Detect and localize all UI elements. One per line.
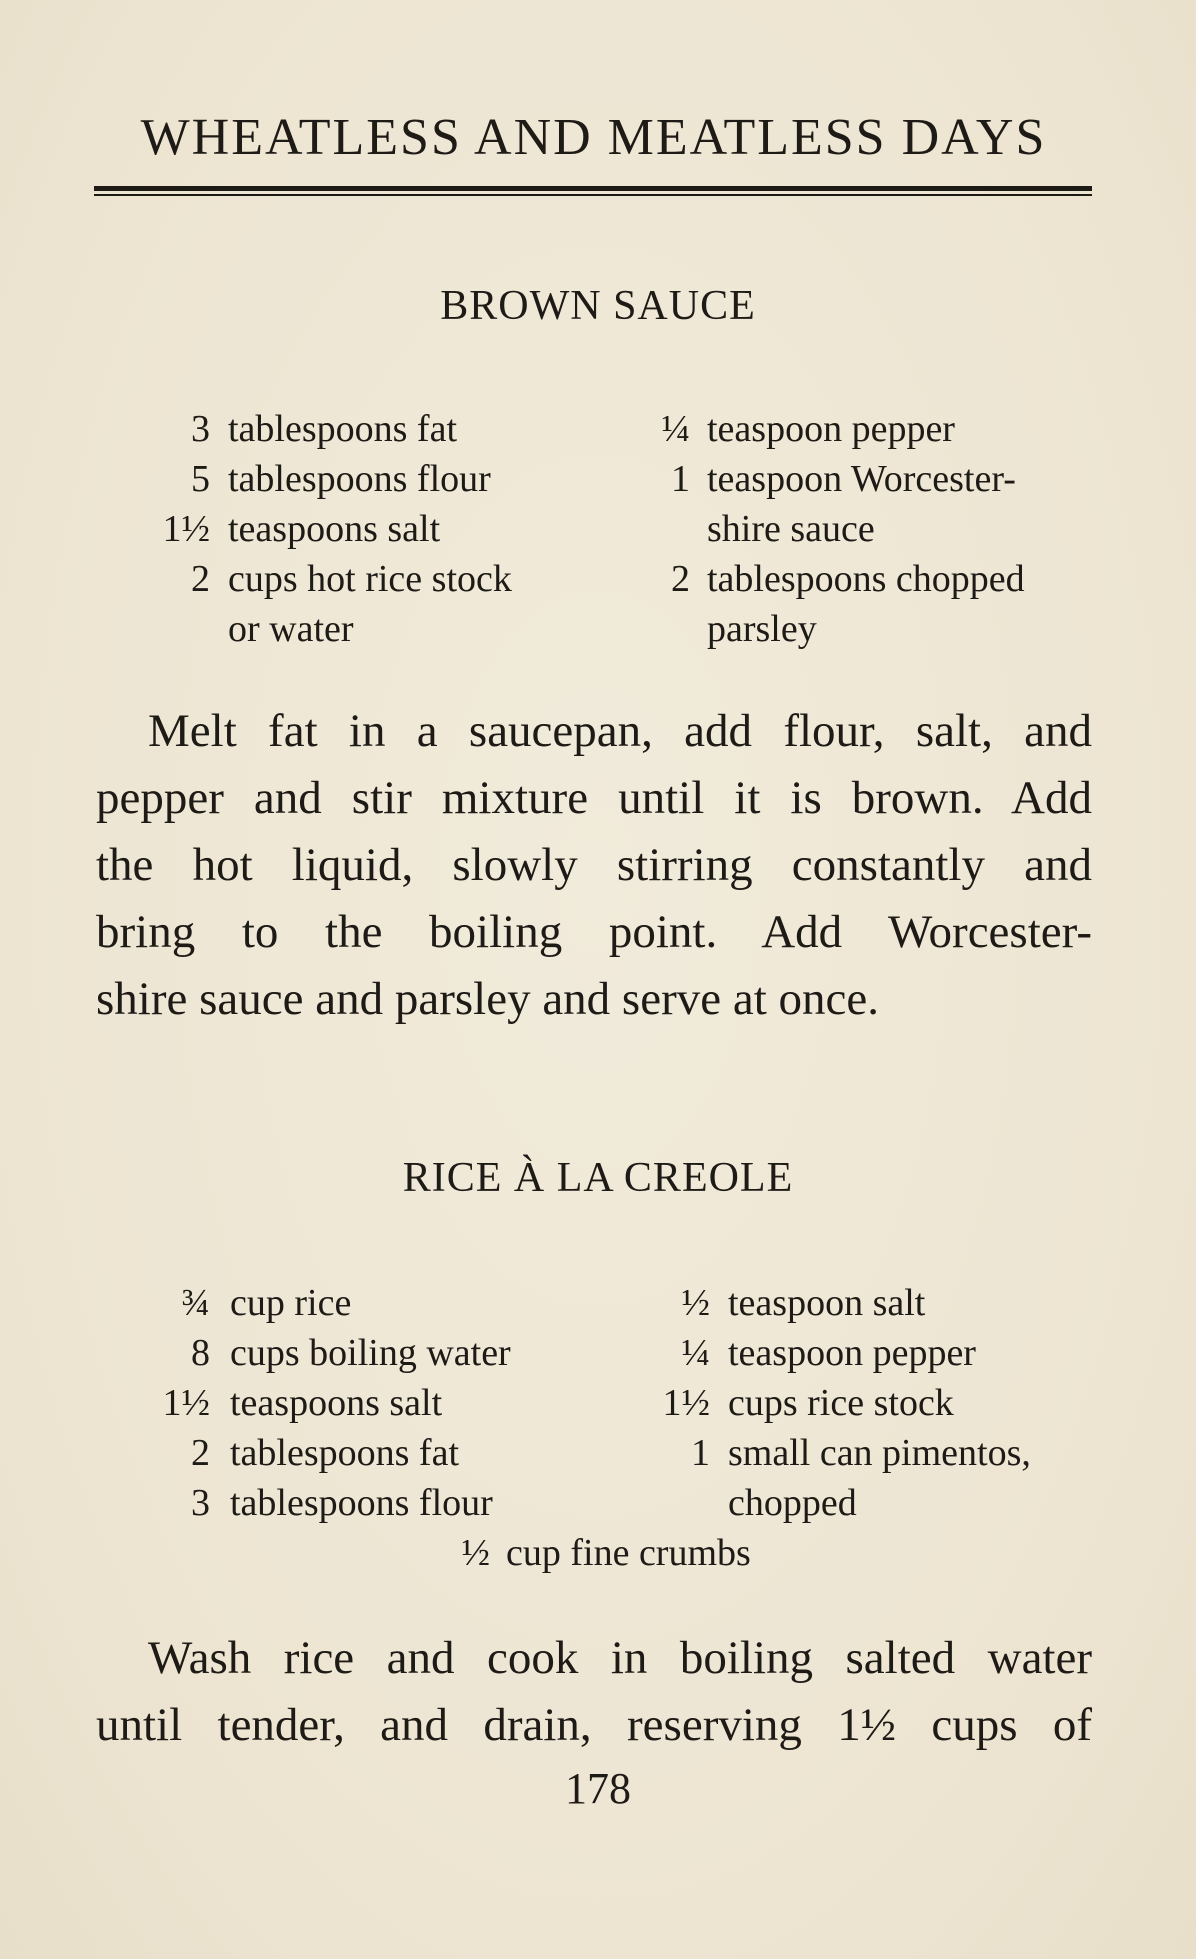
header-rule-thick <box>94 186 1092 191</box>
ingredient-item: chopped <box>728 1482 857 1524</box>
ingredient-qty: ¼ <box>681 1332 710 1374</box>
ingredient-item: cup rice <box>230 1282 352 1324</box>
ingredient-qty: 2 <box>671 558 690 600</box>
ingredient-item: shire sauce <box>707 508 875 550</box>
recipe-title-rice-a-la-creole: RICE À LA CREOLE <box>402 1155 794 1201</box>
page-number: 178 <box>565 1764 631 1813</box>
ingredient-item: small can pimentos, <box>728 1432 1031 1474</box>
ingredient-qty: 1 <box>691 1432 710 1474</box>
header-rule-thin <box>94 194 1092 196</box>
directions-brown-sauce <box>96 698 1092 1033</box>
ingredient-qty: ¾ <box>181 1282 210 1324</box>
ingredient-qty: 1½ <box>162 1382 210 1424</box>
ingredient-qty: 3 <box>191 408 210 450</box>
ingredient-item: parsley <box>707 608 817 650</box>
ingredient-qty: ¼ <box>661 408 690 450</box>
directions-line: Melt fat in a saucepan, add flour, salt, and <box>148 705 1092 757</box>
ingredient-item: teaspoon Worcester- <box>707 458 1016 500</box>
ingredient-qty: 5 <box>191 458 210 500</box>
ingredient-item: teaspoons salt <box>228 508 441 550</box>
ingredient-item: cups hot rice stock <box>228 558 512 600</box>
ingredient-item: teaspoons salt <box>230 1382 443 1424</box>
ingredient-item: cups rice stock <box>728 1382 954 1424</box>
ingredient-qty: 1½ <box>662 1382 710 1424</box>
directions-line: shire sauce and parsley and serve at once. <box>96 973 879 1025</box>
directions-rice-a-la-creole <box>96 1625 1092 1759</box>
ingredient-qty: ½ <box>461 1532 490 1574</box>
directions-line: until tender, and drain, reserving 1½ cups of <box>96 1699 1092 1751</box>
ingredient-qty: 1 <box>671 458 690 500</box>
directions-line: the hot liquid, slowly stirring constantly and <box>96 839 1092 891</box>
ingredient-item: or water <box>228 608 354 650</box>
ingredient-item: teaspoon pepper <box>728 1332 976 1374</box>
ingredient-item: cup fine crumbs <box>506 1532 751 1574</box>
ingredient-item: tablespoons fat <box>230 1432 460 1474</box>
running-head: WHEATLESS AND MEATLESS DAYS <box>140 109 1047 166</box>
ingredient-item: teaspoon pepper <box>707 408 955 450</box>
ingredient-qty: 1½ <box>162 508 210 550</box>
ingredient-item: tablespoons chopped <box>707 558 1025 600</box>
directions-line: Wash rice and cook in boiling salted water <box>148 1632 1092 1684</box>
ingredient-item: tablespoons fat <box>228 408 458 450</box>
ingredient-item: tablespoons flour <box>228 458 491 500</box>
ingredient-qty: ½ <box>681 1282 710 1324</box>
ingredient-item: cups boiling water <box>230 1332 511 1374</box>
ingredient-qty: 8 <box>191 1332 210 1374</box>
ingredient-qty: 2 <box>191 558 210 600</box>
ingredient-qty: 3 <box>191 1482 210 1524</box>
directions-line: bring to the boiling point. Add Worcester- <box>96 906 1092 958</box>
ingredient-item: teaspoon salt <box>728 1282 926 1324</box>
recipe-title-brown-sauce: BROWN SAUCE <box>440 283 756 329</box>
ingredient-qty: 2 <box>191 1432 210 1474</box>
directions-line: pepper and stir mixture until it is brown. Add <box>96 772 1092 824</box>
ingredient-item: tablespoons flour <box>230 1482 493 1524</box>
